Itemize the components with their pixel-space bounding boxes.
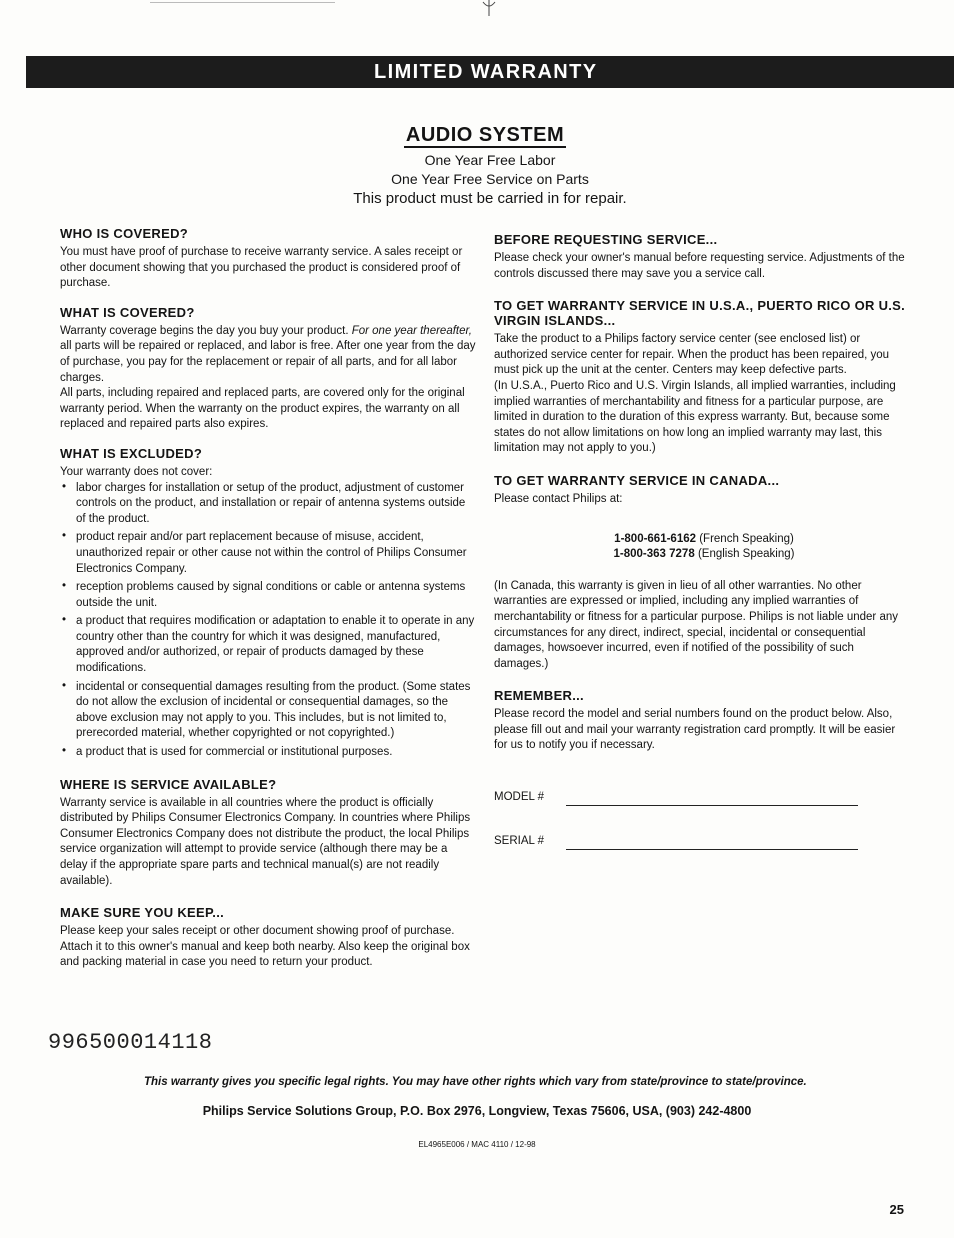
model-number-field[interactable] xyxy=(566,791,858,806)
section-warranty-service-usa xyxy=(494,298,906,457)
phone-number: 1-800-363 7278 xyxy=(613,548,695,561)
exclusion-list xyxy=(60,481,478,761)
section-title: MAKE SURE YOU KEEP... xyxy=(60,905,225,921)
list-item xyxy=(60,530,478,577)
serial-number-field[interactable] xyxy=(566,835,858,850)
model-number-label: MODEL # xyxy=(494,791,545,804)
phone-entry xyxy=(502,532,906,548)
banner-title: LIMITED WARRANTY xyxy=(374,61,598,83)
phone-entry xyxy=(502,547,906,563)
part-number: 996500014118 xyxy=(48,1030,213,1055)
legal-rights-note: This warranty gives you specific legal rights. You may have other rights which vary from state/province to state/province. xyxy=(144,1076,807,1088)
section-title: WHAT IS COVERED? xyxy=(60,304,195,320)
list-item-text: a product that is used for commercial or institutional purposes. xyxy=(76,746,393,759)
list-item-text: incidental or consequential damages resulting from the product. (Some states do not allow the exclusion of incidental or consequential damages, so the above exclusion may not apply to you. This includes, but is not limited to, prerecorded material, whether copyrighted or not copyrighted.) xyxy=(76,680,471,740)
section-intro: Your warranty does not cover: xyxy=(60,465,213,478)
coverage-line-1: One Year Free Labor xyxy=(424,152,556,168)
section-title: REMEMBER... xyxy=(494,688,584,704)
registration-mark-icon xyxy=(480,0,498,16)
section-warranty-service-canada xyxy=(494,473,906,672)
phone-number: 1-800-661-6162 xyxy=(614,532,697,545)
section-body-2: (In Canada, this warranty is given in lieu of all other warranties. No other warranties are expressed or implied, including any implied warranties of merchantability or fitness for a particular purpose. Philips is not liable under any circumstances for any direct, indirect, special, incidental or consequential damages, howsoever incurred, even if notified of the possibility of such damages.) xyxy=(494,579,898,670)
phone-list xyxy=(494,532,906,563)
serial-number-row xyxy=(494,828,906,850)
body-text: Warranty coverage begins the day you buy your product. xyxy=(60,324,352,337)
title-banner xyxy=(26,56,954,88)
bullet-icon: • xyxy=(62,679,67,692)
section-what-is-excluded xyxy=(60,446,478,761)
section-make-sure-you-keep xyxy=(60,905,478,971)
list-item xyxy=(60,614,478,676)
section-body-2: (In U.S.A., Puerto Rico and U.S. Virgin Islands, all implied warranties, including implied warranties of merchantability and fitness for a particular purpose, are limited in duration to the duration of this express warranty. But, because some states do not allow limitations on how long an implied warranty may last, this limitation may not apply to you.) xyxy=(494,379,896,455)
right-column xyxy=(494,232,906,850)
section-title: WHERE IS SERVICE AVAILABLE? xyxy=(60,776,277,792)
bullet-icon: • xyxy=(62,480,67,493)
section-body: Please record the model and serial numbers found on the product below. Also, please fill out and mail your warranty registration card promptly. It will be easier for us to notify you if necessary. xyxy=(494,708,896,752)
top-rule xyxy=(150,2,335,3)
section-where-is-service-available xyxy=(60,777,478,890)
body-text: all parts will be repaired or replaced, and labor is free. After one year from the day of purchase, you pay for the replacement or repair of all parts, and for all labor charges. xyxy=(60,340,476,384)
section-title: BEFORE REQUESTING SERVICE... xyxy=(494,232,718,247)
left-column xyxy=(60,226,478,971)
section-remember xyxy=(494,688,906,754)
company-address: Philips Service Solutions Group, P.O. Box 2976, Longview, Texas 75606, USA, (903) 242-4800 xyxy=(202,1104,752,1118)
model-number-row xyxy=(494,784,906,806)
phone-note: (French Speaking) xyxy=(699,532,794,545)
list-item-text: product repair and/or part replacement because of misuse, accident, unauthorized repair or other cause not within the control of Philips Consumer Electronics Company. xyxy=(76,531,467,575)
list-item-text: labor charges for installation or setup of the product, adjustment of customer controls on the product, and installation or repair of antenna systems outside of the product. xyxy=(76,481,466,525)
bullet-icon: • xyxy=(62,745,67,758)
section-body: Please contact Philips at: xyxy=(494,492,623,505)
document-reference: EL4965E006 / MAC 4110 / 12-98 xyxy=(418,1140,536,1149)
section-title: TO GET WARRANTY SERVICE IN CANADA... xyxy=(494,472,780,488)
section-title: WHO IS COVERED? xyxy=(60,226,189,241)
list-item-text: a product that requires modification or adaptation to enable it to operate in any country other than the country for which it was designed, manufactured, approved and/or authorized, or repair of products damaged by these modifications. xyxy=(76,615,475,675)
section-body: Please keep your sales receipt or other document showing proof of purchase. Attach it to this owner's manual and keep both nearby. Also keep the original box and packing material in case you need to return your product. xyxy=(60,925,470,969)
bullet-icon: • xyxy=(62,530,67,543)
section-body: Please check your owner's manual before requesting service. Adjustments of the controls discussed there may save you a service call. xyxy=(494,252,905,280)
list-item-text: reception problems caused by signal conditions or cable or antenna systems outside the unit. xyxy=(76,581,466,609)
product-heading xyxy=(260,124,720,208)
list-item xyxy=(60,745,478,761)
coverage-line-2: One Year Free Service on Parts xyxy=(391,171,589,187)
serial-number-label: SERIAL # xyxy=(494,835,545,848)
section-before-requesting-service xyxy=(494,232,906,282)
section-what-is-covered xyxy=(60,305,478,433)
list-item xyxy=(60,580,478,611)
list-item xyxy=(60,481,478,528)
section-title: TO GET WARRANTY SERVICE IN U.S.A., PUERTO RICO OR U.S. VIRGIN ISLANDS... xyxy=(494,298,906,329)
section-body xyxy=(60,324,478,386)
section-body: Take the product to a Philips factory service center (see enclosed list) or authorized service center for repair. When the product has been repaired, you must pick up the unit at the center. Centers may keep defective parts. xyxy=(494,333,890,377)
section-body: You must have proof of purchase to receive warranty service. A sales receipt or other document showing that you purchased the product is considered proof of purchase. xyxy=(60,246,463,290)
page-number: 25 xyxy=(889,1202,904,1217)
list-item xyxy=(60,680,478,742)
bullet-icon: • xyxy=(62,580,67,593)
section-body-2: All parts, including repaired and replaced parts, are covered only for the original warranty period. When the warranty on the product expires, the warranty on all replaced and repaired parts also expires. xyxy=(60,387,465,431)
section-who-is-covered xyxy=(60,226,478,292)
coverage-line-3: This product must be carried in for repair. xyxy=(353,190,627,207)
section-body: Warranty service is available in all countries where the product is officially distributed by Philips Consumer Electronics Company. In countries where Philips Consumer Electronics Company does not distribute the product, the local Philips service organization will attempt to provide service (although there may be a delay if the appropriate spare parts and technical manual(s) are not readily available). xyxy=(60,796,471,887)
section-title: WHAT IS EXCLUDED? xyxy=(60,445,203,461)
bullet-icon: • xyxy=(62,614,67,627)
phone-note: (English Speaking) xyxy=(697,548,795,561)
product-name: AUDIO SYSTEM xyxy=(405,124,565,146)
body-italic: For one year thereafter, xyxy=(351,324,472,337)
